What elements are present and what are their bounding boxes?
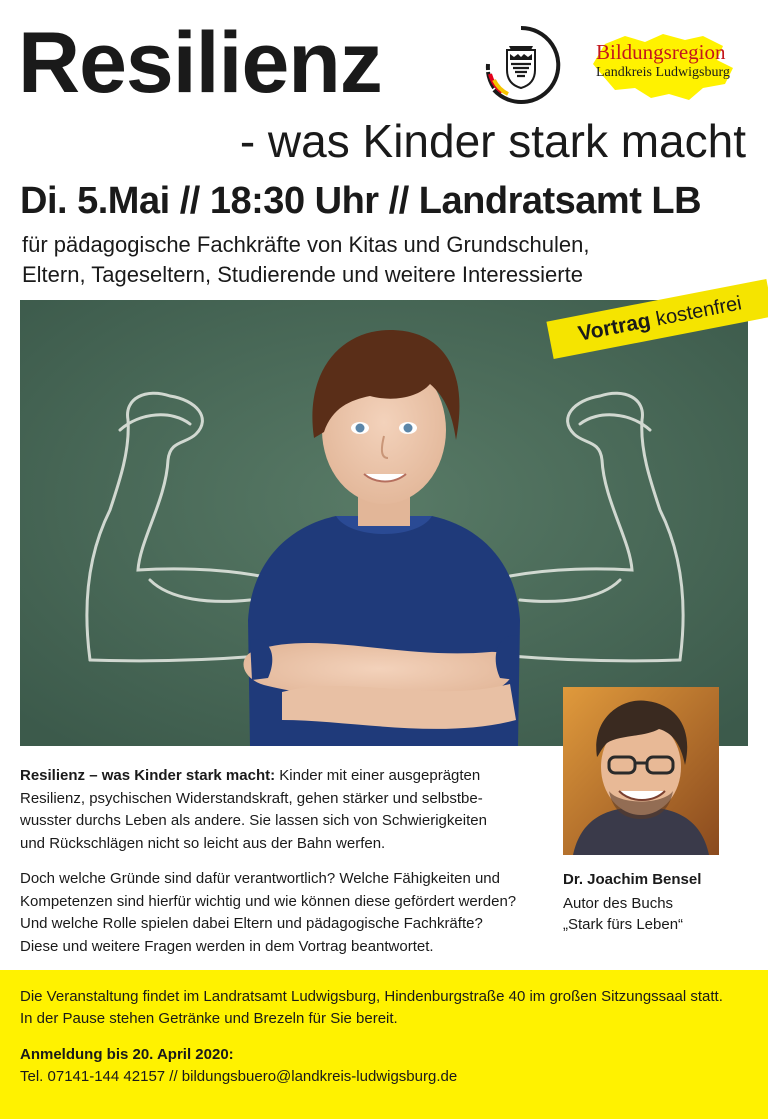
- venue-line-1: Die Veranstaltung findet im Landratsamt Ludwigsburg, Hindenburgstraße 40 im großen Sitzungssaal statt.: [20, 988, 723, 1005]
- page-title: Resilienz: [18, 15, 382, 111]
- intro-line-4: und Rückschlägen nicht so leicht aus der Bahn werfen.: [20, 834, 386, 852]
- intro-line-1-text: Kinder mit einer ausgeprägten: [275, 767, 481, 784]
- badge-regular-text: kostenfrei: [654, 291, 744, 331]
- intro-line-1: [20, 765, 530, 788]
- intro-paragraph: [20, 765, 530, 855]
- badge-bold-text: Vortrag: [576, 309, 653, 346]
- region-logo-subtitle: Landkreis Ludwigsburg: [596, 65, 730, 80]
- child-photo: [20, 300, 748, 746]
- questions-paragraph: [20, 868, 530, 958]
- registration-deadline: Anmeldung bis 20. April 2020:: [20, 1046, 234, 1063]
- coat-of-arms-icon: [480, 24, 562, 106]
- author-role: [563, 893, 683, 935]
- intro-line-3: wusster durchs Leben als andere. Sie lassen sich von Schwierigkeiten: [20, 812, 487, 829]
- page-subtitle: - was Kinder stark macht: [239, 115, 746, 167]
- questions-line-1: Doch welche Gründe sind dafür verantwortlich? Welche Fähigkeiten und: [20, 870, 500, 887]
- contact-info[interactable]: Tel. 07141-144 42157 // bildungsbuero@landkreis-ludwigsburg.de: [20, 1068, 458, 1085]
- audience-text: [22, 230, 752, 290]
- venue-line-2: In der Pause stehen Getränke und Brezeln für Sie bereit.: [20, 1010, 398, 1027]
- venue-info: [20, 986, 760, 1030]
- audience-line-2: Eltern, Tageseltern, Studierende und weitere Interessierte: [22, 262, 583, 287]
- questions-line-3: Und welche Rolle spielen dabei Eltern und pädagogische Fachkräfte?: [20, 915, 483, 932]
- event-details: Di. 5.Mai // 18:30 Uhr // Landratsamt LB: [20, 180, 702, 222]
- author-photo: [563, 687, 719, 855]
- intro-bold: Resilienz – was Kinder stark macht:: [20, 767, 276, 784]
- author-role-line-1: Autor des Buchs: [563, 895, 674, 912]
- author-name: Dr. Joachim Bensel: [563, 871, 702, 888]
- questions-line-2: Kompetenzen sind hierfür wichtig und wie können diese gefördert werden?: [20, 892, 517, 910]
- author-role-line-2: „Stark fürs Leben“: [563, 916, 684, 933]
- audience-line-1: für pädagogische Fachkräfte von Kitas und Grundschulen,: [22, 232, 590, 257]
- questions-line-4: Diese und weitere Fragen werden in dem Vortrag beantwortet.: [20, 937, 434, 955]
- intro-line-2: Resilienz, psychischen Widerstandskraft, gehen stärker und selbstbe-: [20, 789, 483, 807]
- region-logo-title: Bildungsregion: [596, 40, 726, 64]
